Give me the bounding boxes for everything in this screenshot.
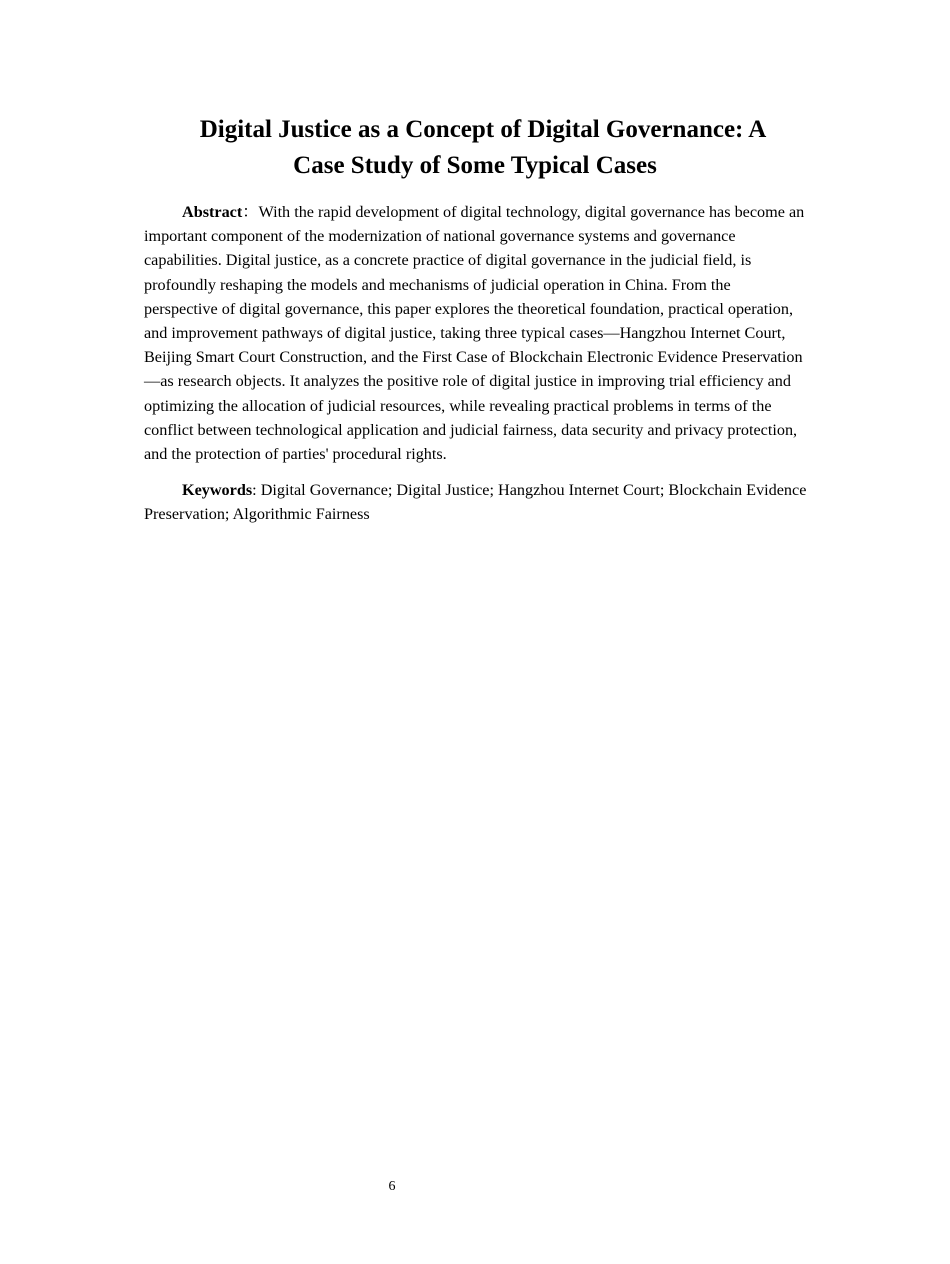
keywords-text: Digital Governance; Digital Justice; Hangzhou Internet Court; Blockchain Evidence Preservation; Algorithmic Fairness (144, 481, 807, 523)
abstract-paragraph (144, 200, 808, 466)
paper-title (144, 112, 806, 184)
abstract-text: With the rapid development of digital technology, digital governance has become an important component of the modernization of national governance systems and governance capabilities. Digital justice, as a concrete practice of digital governance in the judicial field, is profoundly reshaping the models and mechanisms of judicial operation in China. From the perspective of digital governance, this paper explores the theoretical foundation, practical operation, and improvement pathways of digital justice, taking three typical cases—Hangzhou Internet Court, Beijing Smart Court Construction, and the First Case of Blockchain Electronic Evidence Preservation—as research objects. It analyzes the positive role of digital justice in improving trial efficiency and optimizing the allocation of judicial resources, while revealing practical problems in terms of the conflict between technological application and judicial fairness, data security and privacy protection, and the protection of parties' procedural rights. (144, 203, 805, 464)
paper-title-line-1: Digital Justice as a Concept of Digital Governance: A (199, 116, 767, 143)
abstract-label: Abstract (182, 203, 243, 221)
page-number: 6 (388, 1179, 396, 1194)
abstract-separator: ： (242, 203, 259, 221)
keywords-paragraph (144, 478, 808, 526)
keywords-label: Keywords (182, 481, 253, 499)
paper-title-line-2: Case Study of Some Typical Cases (293, 152, 657, 179)
keywords-separator: : (252, 481, 261, 499)
